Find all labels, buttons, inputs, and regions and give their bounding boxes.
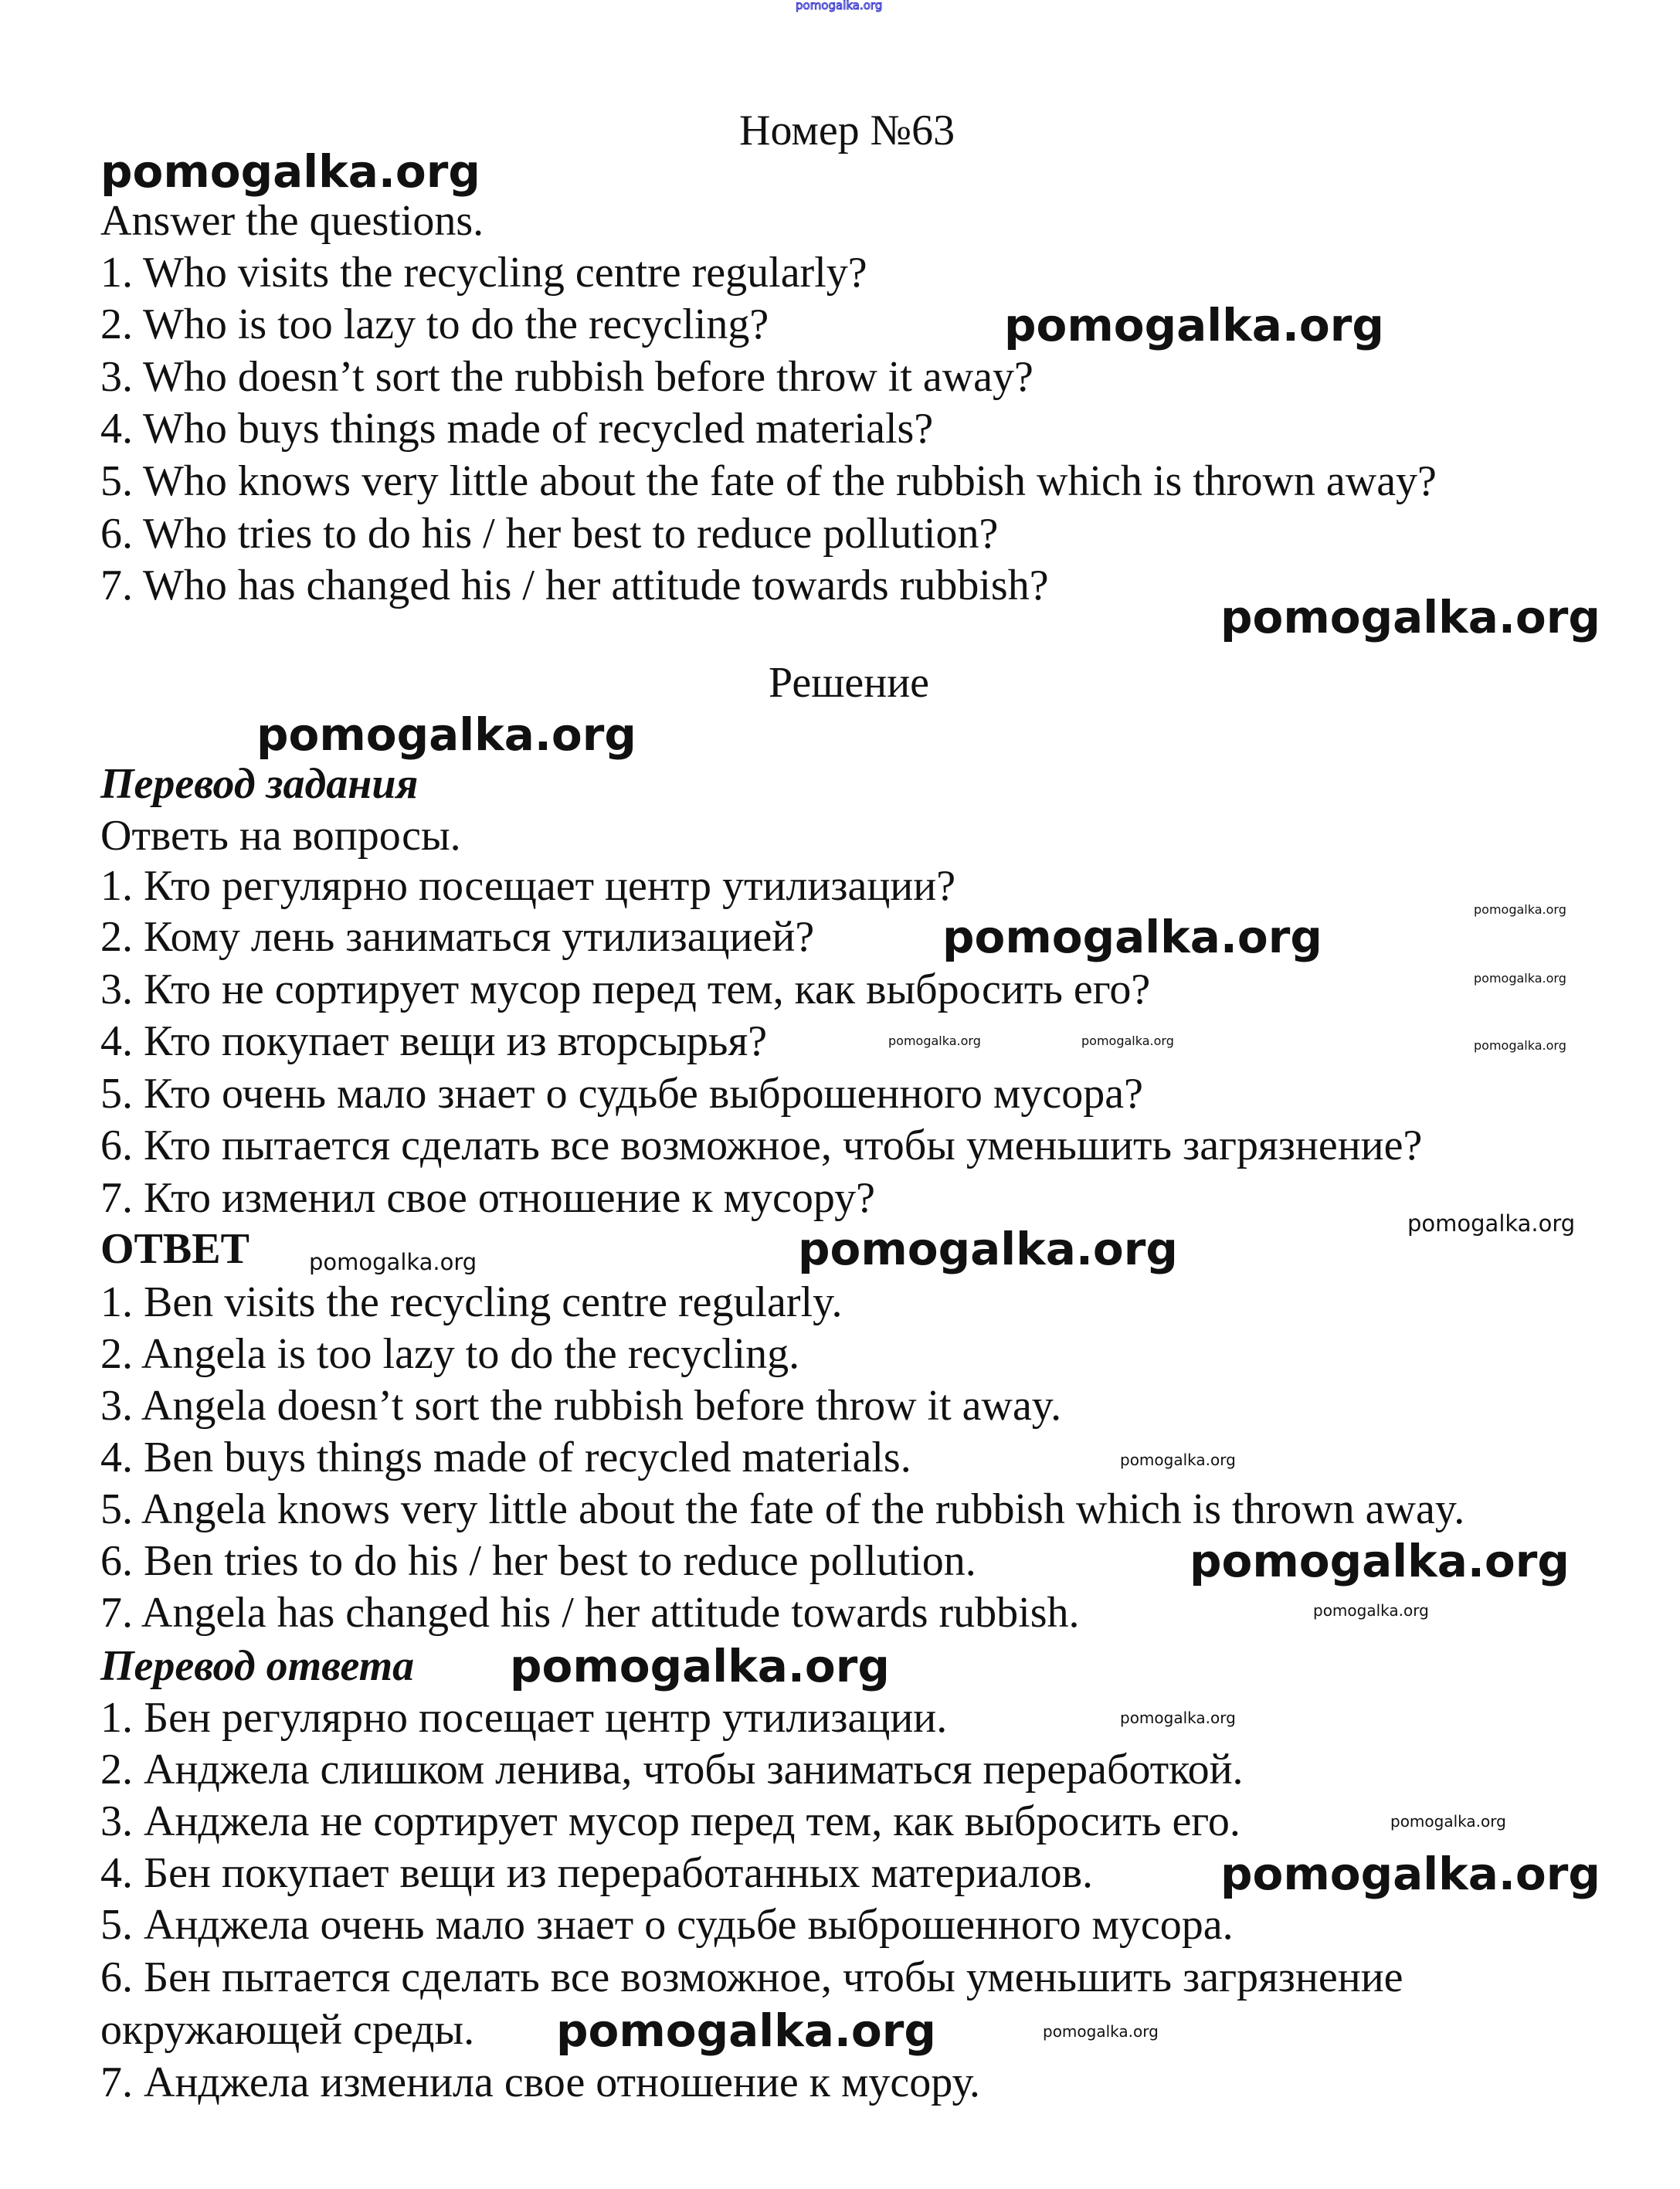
translated-question: 2. Кому лень заниматься утилизацией? [100,913,815,961]
answer: 4. Ben buys things made of recycled materials. [100,1434,911,1481]
task-intro: Answer the questions. [100,197,484,245]
watermark: pomogalka.org [1407,1210,1576,1237]
translated-answer: 5. Анджела очень мало знает о судьбе выброшенного мусора. [100,1901,1234,1949]
answer: 6. Ben tries to do his / her best to reduce pollution. [100,1537,976,1585]
answer: 5. Angela knows very little about the fate of the rubbish which is thrown away. [100,1485,1465,1533]
translated-question: 6. Кто пытается сделать все возможное, чтобы уменьшить загрязнение? [100,1122,1423,1169]
translated-answer: 6. Бен пытается сделать все возможное, чтобы уменьшить загрязнение [100,1953,1403,2001]
watermark: pomogalka.org [100,145,480,198]
watermark: pomogalka.org [1220,1848,1600,1900]
translated-answer: 1. Бен регулярно посещает центр утилизации. [100,1694,948,1742]
answer: 3. Angela doesn’t sort the rubbish before throw it away. [100,1382,1062,1430]
translated-answer: 4. Бен покупает вещи из переработанных материалов. [100,1849,1094,1897]
translated-answer: окружающей среды. [100,2006,475,2054]
answer: 2. Angela is too lazy to do the recycling. [100,1330,800,1378]
question: 1. Who visits the recycling centre regularly? [100,249,867,297]
watermark: pomogalka.org [888,1033,981,1048]
translated-answer: 3. Анджела не сортирует мусор перед тем, как выбросить его. [100,1797,1240,1845]
watermark: pomogalka.org [1313,1601,1429,1620]
watermark: pomogalka.org [1474,902,1566,917]
top-watermark: pomogalka.org [796,0,883,12]
question: 4. Who buys things made of recycled materials? [100,405,934,453]
watermark: pomogalka.org [1220,591,1600,643]
task-translation-heading: Перевод задания [100,760,419,808]
answer-translation-heading: Перевод ответа [100,1642,415,1690]
watermark: pomogalka.org [309,1249,477,1275]
watermark: pomogalka.org [1190,1535,1570,1587]
answer: 7. Angela has changed his / her attitude towards rubbish. [100,1589,1080,1637]
watermark: pomogalka.org [256,708,636,761]
watermark: pomogalka.org [1043,2022,1159,2041]
solution-heading: Решение [769,659,930,707]
page-title: Номер №63 [739,107,955,154]
question: 2. Who is too lazy to do the recycling? [100,300,769,348]
watermark: pomogalka.org [510,1640,890,1692]
translated-question: 5. Кто очень мало знает о судьбе выброшенного мусора? [100,1070,1143,1118]
translated-question: 3. Кто не сортирует мусор перед тем, как выбросить его? [100,966,1151,1013]
translated-question: 4. Кто покупает вещи из вторсырья? [100,1017,768,1065]
translated-answer: 2. Анджела слишком ленива, чтобы заниматься переработкой. [100,1746,1244,1794]
task-translation-intro: Ответь на вопросы. [100,812,461,860]
watermark: pomogalka.org [1081,1033,1174,1048]
watermark: pomogalka.org [1390,1812,1506,1831]
watermark: pomogalka.org [556,2004,936,2057]
translated-question: 7. Кто изменил свое отношение к мусору? [100,1174,875,1222]
watermark: pomogalka.org [1120,1451,1236,1469]
watermark: pomogalka.org [1120,1709,1236,1727]
question: 6. Who tries to do his / her best to reduce pollution? [100,510,999,558]
answer: 1. Ben visits the recycling centre regularly. [100,1278,843,1326]
watermark: pomogalka.org [1004,299,1384,351]
question: 5. Who knows very little about the fate of the rubbish which is thrown away? [100,457,1437,505]
watermark: pomogalka.org [1474,1038,1566,1053]
question: 7. Who has changed his / her attitude towards rubbish? [100,562,1049,609]
question: 3. Who doesn’t sort the rubbish before throw it away? [100,353,1033,401]
answer-heading: ОТВЕТ [100,1225,249,1273]
translated-question: 1. Кто регулярно посещает центр утилизации? [100,862,956,910]
translated-answer: 7. Анджела изменила свое отношение к мусору. [100,2058,980,2106]
watermark: pomogalka.org [942,911,1322,963]
watermark: pomogalka.org [798,1223,1178,1275]
watermark: pomogalka.org [1474,971,1566,986]
